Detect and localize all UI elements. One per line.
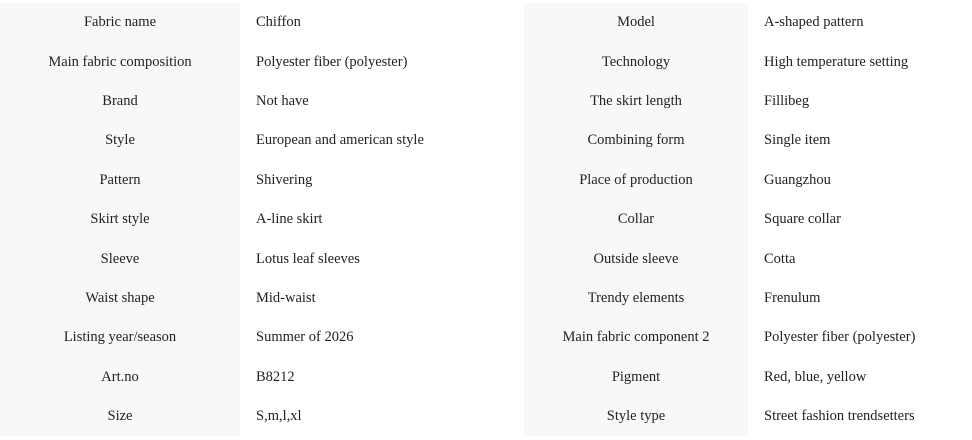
spec-row	[0, 200, 524, 239]
spec-value: Lotus leaf sleeves	[240, 239, 524, 278]
spec-table-right-body	[524, 3, 972, 436]
spec-label: Main fabric component 2	[524, 318, 748, 357]
spec-row	[0, 42, 524, 81]
spec-label: Pattern	[0, 161, 240, 200]
spec-row	[0, 358, 524, 397]
spec-row	[524, 121, 972, 160]
spec-value: Cotta	[748, 239, 972, 278]
spec-row	[524, 82, 972, 121]
spec-table-left-body	[0, 3, 524, 436]
spec-value: Fillibeg	[748, 82, 972, 121]
spec-value: Frenulum	[748, 279, 972, 318]
spec-row	[524, 3, 972, 42]
spec-label: Skirt style	[0, 200, 240, 239]
spec-value: European and american style	[240, 121, 524, 160]
spec-value: Shivering	[240, 161, 524, 200]
spec-row	[0, 121, 524, 160]
spec-label: Listing year/season	[0, 318, 240, 357]
spec-row	[524, 397, 972, 436]
spec-label: Art.no	[0, 358, 240, 397]
spec-row	[0, 161, 524, 200]
spec-label: Combining form	[524, 121, 748, 160]
spec-row	[0, 279, 524, 318]
spec-label: Outside sleeve	[524, 239, 748, 278]
spec-label: Style type	[524, 397, 748, 436]
spec-row	[524, 42, 972, 81]
spec-value: Not have	[240, 82, 524, 121]
spec-table-right	[524, 3, 972, 436]
spec-row	[0, 318, 524, 357]
spec-value: B8212	[240, 358, 524, 397]
spec-label: Brand	[0, 82, 240, 121]
spec-value: S,m,l,xl	[240, 397, 524, 436]
spec-row	[0, 397, 524, 436]
spec-row	[524, 358, 972, 397]
spec-value: Single item	[748, 121, 972, 160]
spec-value: High temperature setting	[748, 42, 972, 81]
spec-value: Street fashion trendsetters	[748, 397, 972, 436]
spec-value: Chiffon	[240, 3, 524, 42]
spec-row	[524, 161, 972, 200]
spec-row	[0, 82, 524, 121]
spec-label: Place of production	[524, 161, 748, 200]
spec-row	[524, 279, 972, 318]
spec-label: Model	[524, 3, 748, 42]
spec-row	[0, 3, 524, 42]
spec-value: Guangzhou	[748, 161, 972, 200]
spec-label: Collar	[524, 200, 748, 239]
spec-label: Waist shape	[0, 279, 240, 318]
spec-value: Summer of 2026	[240, 318, 524, 357]
spec-label: Technology	[524, 42, 748, 81]
spec-value: Polyester fiber (polyester)	[240, 42, 524, 81]
spec-row	[524, 318, 972, 357]
spec-value: Red, blue, yellow	[748, 358, 972, 397]
spec-row	[524, 200, 972, 239]
spec-value: A-shaped pattern	[748, 3, 972, 42]
spec-label: Pigment	[524, 358, 748, 397]
spec-row	[0, 239, 524, 278]
spec-value: Polyester fiber (polyester)	[748, 318, 972, 357]
spec-label: Size	[0, 397, 240, 436]
spec-label: Main fabric composition	[0, 42, 240, 81]
spec-value: A-line skirt	[240, 200, 524, 239]
spec-label: Trendy elements	[524, 279, 748, 318]
spec-label: The skirt length	[524, 82, 748, 121]
spec-value: Mid-waist	[240, 279, 524, 318]
spec-table-left	[0, 3, 524, 436]
spec-label: Fabric name	[0, 3, 240, 42]
spec-row	[524, 239, 972, 278]
spec-label: Style	[0, 121, 240, 160]
spec-value: Square collar	[748, 200, 972, 239]
spec-label: Sleeve	[0, 239, 240, 278]
